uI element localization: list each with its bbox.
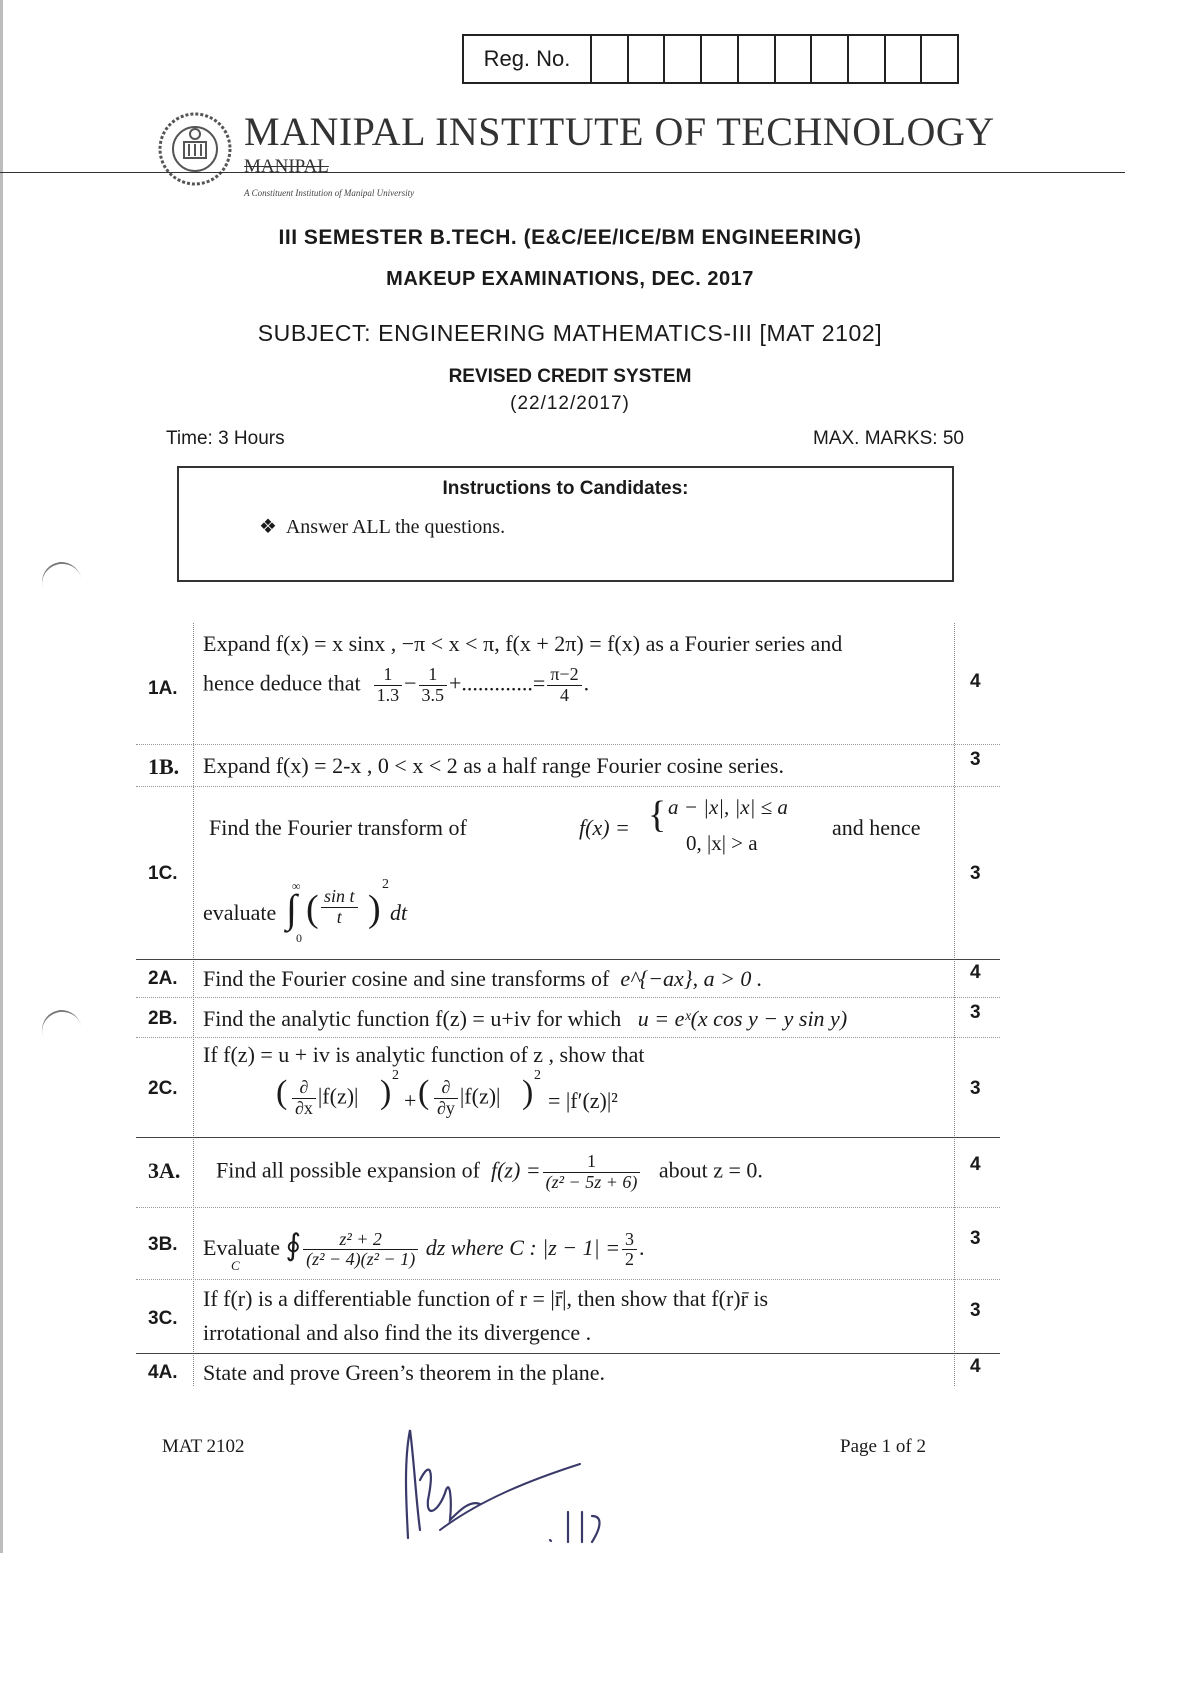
fraction-denominator: ∂x — [295, 1097, 313, 1118]
reg-no-cell[interactable] — [922, 36, 957, 82]
paren-close: ) — [522, 1074, 534, 1111]
reg-no-box — [462, 34, 959, 84]
question-marks: 4 — [970, 1154, 981, 1175]
reg-no-cell[interactable] — [776, 36, 813, 82]
scan-mark — [37, 558, 87, 609]
scan-mark — [37, 1006, 87, 1057]
fraction — [303, 1230, 418, 1271]
question-text: Expand f(x) = x sinx , −π < x < π, f(x + 2π) = f(x) as a Fourier series and — [203, 631, 843, 656]
footer-page: Page 1 of 2 — [840, 1436, 927, 1457]
question-marks: 3 — [970, 1002, 981, 1023]
question-row — [136, 998, 1000, 1038]
fraction — [547, 665, 581, 706]
question-text-part: dz where C : |z − 1| = — [425, 1235, 621, 1260]
integrand — [319, 887, 360, 928]
fraction-numerator: z² + 2 — [303, 1230, 418, 1251]
question-row — [136, 960, 1000, 998]
exam-time: Time: 3 Hours — [166, 428, 285, 449]
header-rule — [0, 172, 1125, 173]
question-number: 2B. — [148, 1008, 178, 1029]
paren-close: ) — [380, 1074, 392, 1111]
modulus-fz: |f(z)| — [317, 1083, 359, 1109]
reg-no-cell[interactable] — [629, 36, 666, 82]
question-text: evaluate — [203, 900, 277, 925]
question-number: 2C. — [148, 1078, 178, 1099]
question-text: If f(r) is a differentiable function of r = |r̄|, then show that f(r)r̄ is — [203, 1286, 769, 1311]
reg-no-cell[interactable] — [812, 36, 849, 82]
fraction-numerator: ∂ — [292, 1078, 316, 1099]
question-text: irrotational and also find the its divergence . — [203, 1320, 592, 1345]
question-marks: 3 — [970, 1300, 981, 1321]
credit-system: REVISED CREDIT SYSTEM — [448, 366, 692, 387]
differential: dt — [390, 900, 408, 925]
question-row — [136, 623, 1000, 745]
question-text: Find the Fourier transform of — [209, 815, 467, 840]
institute-place: MANIPAL — [244, 156, 329, 177]
instruction-text: Answer ALL the questions. — [285, 516, 506, 538]
question-number: 1A. — [148, 678, 178, 699]
partial-derivative — [290, 1078, 358, 1119]
math-expression: e^{−ax}, a > 0 . — [620, 966, 763, 991]
fraction-numerator: 1 — [374, 665, 403, 686]
math-fz: f(z) = — [490, 1157, 541, 1183]
fraction-denominator: (z² − 4)(z² − 1) — [306, 1249, 416, 1270]
exam-date: (22/12/2017) — [510, 393, 630, 414]
question-text-part: about z = 0. — [658, 1157, 763, 1183]
reg-no-cell[interactable] — [702, 36, 739, 82]
question-text: and hence — [832, 815, 921, 840]
question-text-part: Find all possible expansion of — [216, 1157, 480, 1183]
question-marks: 4 — [970, 671, 981, 692]
contour-label: C — [231, 1258, 240, 1273]
question-text-part: Find the Fourier cosine and sine transforms of — [203, 966, 610, 991]
question-text: Evaluate ∮ $\frac{\text{z² + 2}}{\text{(z² − 4)(z² − 1)}}$ dz where C : |z − 1| = $\frac{3}{2}$ . — [203, 1228, 645, 1270]
plus-sign: + — [404, 1088, 417, 1113]
math-fx: f(x) = — [579, 815, 630, 840]
reg-no-cell[interactable] — [665, 36, 702, 82]
brace-icon: { — [648, 794, 667, 836]
math-expression: = |f′(z)|² — [548, 1088, 618, 1113]
contour-integral-icon: ∮ — [285, 1229, 302, 1262]
math-expression: u = eˣ(x cos y − y sin y) — [637, 1006, 848, 1031]
fraction — [419, 665, 448, 706]
footer-code: MAT 2102 — [162, 1436, 245, 1457]
piecewise-case: a − |x|, |x| ≤ a — [668, 795, 788, 819]
question-marks: 3 — [970, 749, 981, 770]
max-marks: MAX. MARKS: 50 — [813, 428, 964, 449]
exponent: 2 — [534, 1068, 541, 1083]
instructions-box — [177, 466, 954, 582]
fraction-denominator: ∂y — [437, 1097, 455, 1118]
question-row — [136, 745, 1000, 787]
question-text — [203, 1006, 847, 1032]
fraction-numerator: ∂ — [434, 1078, 458, 1099]
instructions-title: Instructions to Candidates: — [442, 478, 689, 499]
paren-open: ( — [418, 1074, 430, 1111]
question-number: 3A. — [148, 1158, 181, 1183]
fraction-numerator: sin t — [321, 887, 358, 908]
reg-no-cell[interactable] — [592, 36, 629, 82]
piecewise-case: 0, |x| > a — [686, 831, 758, 855]
question-number: 4A. — [148, 1362, 178, 1383]
question-marks: 4 — [970, 1356, 981, 1377]
fraction-denominator: (z² − 5z + 6) — [545, 1171, 638, 1192]
question-row — [136, 1354, 1000, 1392]
fraction — [374, 665, 403, 706]
institute-name: MANIPAL INSTITUTE OF TECHNOLOGY — [244, 109, 995, 154]
fraction-denominator: t — [336, 906, 342, 927]
fraction — [543, 1152, 641, 1193]
subject-line: SUBJECT: ENGINEERING MATHEMATICS-III [MAT 2102] — [257, 320, 883, 346]
fraction-denominator: 4 — [559, 684, 569, 705]
fraction-numerator: 1 — [419, 665, 448, 686]
reg-no-cell[interactable] — [849, 36, 886, 82]
question-row — [136, 1038, 1000, 1138]
reg-no-cell[interactable] — [886, 36, 923, 82]
exam-title: MAKEUP EXAMINATIONS, DEC. 2017 — [386, 268, 754, 290]
series-dots: +.............= — [449, 670, 546, 696]
instruction-item — [259, 514, 505, 539]
modulus-fz: |f(z)| — [459, 1083, 501, 1109]
question-number: 2A. — [148, 968, 178, 989]
semester-heading: III SEMESTER B.TECH. (E&C/EE/ICE/BM ENGINEERING) — [278, 226, 862, 249]
exponent: 2 — [382, 877, 389, 892]
question-text — [203, 966, 762, 992]
fraction-denominator: 2 — [625, 1249, 635, 1270]
institute-seal-icon — [156, 110, 234, 188]
fraction — [321, 887, 358, 928]
question-text: State and prove Green’s theorem in the plane. — [203, 1360, 605, 1385]
question-text — [216, 1152, 763, 1193]
question-number: 3C. — [148, 1308, 178, 1329]
question-text: hence deduce that $\frac{1}{1.3}$ − $\frac{1}{3.5}$ +.............= $\frac{\pi-2}{4}$ . — [203, 664, 590, 705]
question-text: Expand f(x) = 2-x , 0 < x < 2 as a half range Fourier cosine series. — [203, 753, 784, 778]
question-number: 3B. — [148, 1234, 178, 1255]
fraction-numerator: 3 — [622, 1230, 637, 1251]
exponent: 2 — [392, 1068, 399, 1083]
question-row — [136, 1208, 1000, 1280]
integral-lower-limit: 0 — [296, 931, 302, 945]
fraction — [434, 1078, 458, 1119]
question-marks: 3 — [970, 1078, 981, 1099]
institute-subtitle: A Constituent Institution of Manipal University — [244, 188, 415, 198]
question-text-part: hence deduce that — [203, 670, 361, 696]
question-number: 1B. — [148, 754, 180, 779]
question-marks: 3 — [970, 863, 981, 884]
question-text-part: Find the analytic function f(z) = u+iv for which — [203, 1006, 622, 1031]
reg-no-label: Reg. No. — [464, 36, 592, 82]
question-marks: 3 — [970, 1228, 981, 1249]
reg-no-cell[interactable] — [739, 36, 776, 82]
fraction-denominator: 1.3 — [376, 684, 400, 705]
question-marks: 4 — [970, 962, 981, 983]
fraction-denominator: 3.5 — [421, 684, 444, 705]
paren-open: ( — [276, 1074, 288, 1111]
fraction — [622, 1230, 637, 1271]
question-row — [136, 1280, 1000, 1354]
integral-icon: ∫ — [286, 886, 297, 931]
fraction — [292, 1078, 316, 1119]
question-number: 1C. — [148, 863, 178, 884]
question-row — [136, 1138, 1000, 1208]
fraction-numerator: π−2 — [547, 665, 581, 686]
fraction-numerator: 1 — [543, 1152, 641, 1173]
question-text-part: Evaluate — [203, 1235, 280, 1260]
diamond-bullet-icon: ❖ — [259, 516, 277, 538]
question-row — [136, 787, 1000, 960]
handwritten-signature — [400, 1420, 620, 1550]
paren-open: ( — [306, 888, 319, 930]
paren-close: ) — [368, 888, 381, 930]
partial-derivative — [432, 1078, 500, 1119]
integral-upper-limit: ∞ — [292, 879, 301, 893]
question-text: If f(z) = u + iv is analytic function of z , show that — [203, 1042, 645, 1067]
